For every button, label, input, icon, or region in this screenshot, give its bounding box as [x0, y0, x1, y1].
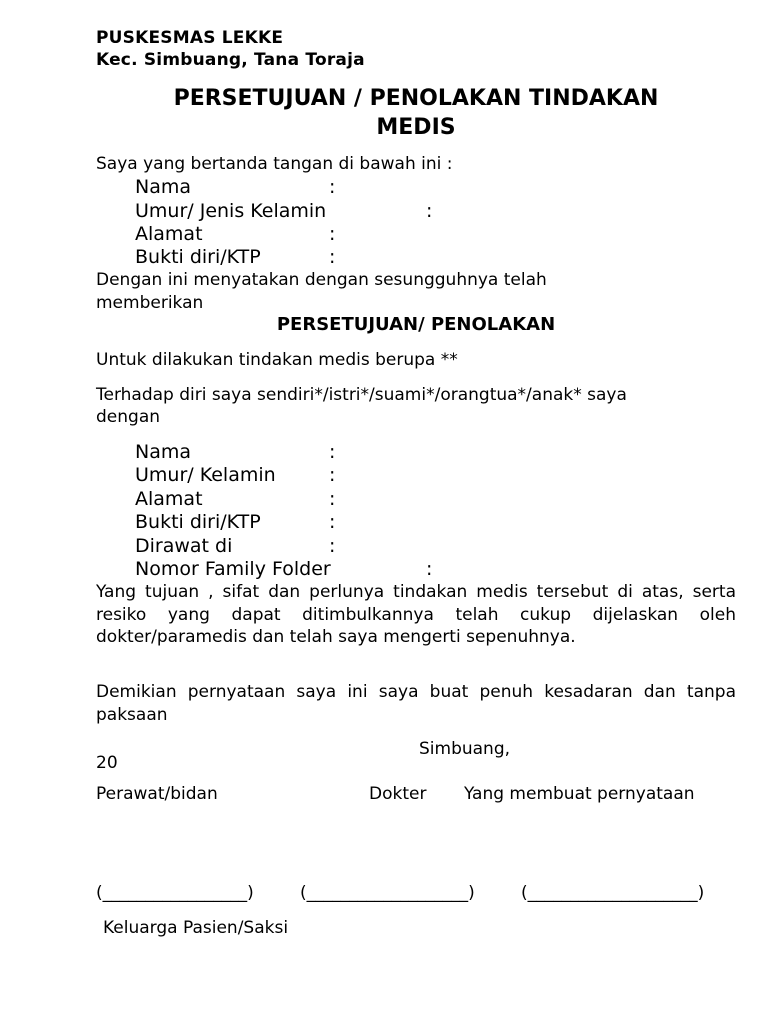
relation-line2: dengan [96, 407, 161, 427]
year-text: 20 [96, 753, 118, 773]
nurse-signature-line: (_________________) [96, 883, 254, 903]
family-folder-colon: : [426, 558, 433, 580]
signer-id-colon: : [329, 246, 336, 268]
patient-id-label: Bukti diri/KTP [135, 511, 261, 533]
signer-address-colon: : [329, 223, 336, 245]
clinic-name: PUSKESMAS LEKKE [96, 28, 284, 48]
signer-name-label: Nama [135, 176, 192, 198]
signer-age-gender-label: Umur/ Jenis Kelamin [135, 200, 327, 222]
signer-age-gender-colon: : [426, 200, 433, 222]
procedure-text: Untuk dilakukan tindakan medis berupa ** [96, 350, 458, 370]
patient-address-label: Alamat [135, 488, 203, 510]
clinic-location: Kec. Simbuang, Tana Toraja [96, 50, 365, 70]
patient-id-colon: : [329, 511, 336, 533]
consent-refusal-heading: PERSETUJUAN/ PENOLAKAN [276, 314, 556, 335]
patient-age-gender-colon: : [329, 464, 336, 486]
patient-age-gender-label: Umur/ Kelamin [135, 464, 276, 486]
statement-line1: Dengan ini menyatakan dengan sesungguhnya telah [96, 270, 547, 290]
explanation-paragraph: Yang tujuan , sifat dan perlunya tindakan medis tersebut di atas, serta resiko yang dapat ditimbulkannya telah cukup dijelaskan oleh dokter/paramedis dan telah saya mengerti sepenuhnya. [96, 582, 736, 647]
relation-line1: Terhadap diri saya sendiri*/istri*/suami*/orangtua*/anak* saya [96, 385, 627, 405]
declarant-signature-line: (____________________) [521, 883, 705, 903]
patient-ward-colon: : [329, 535, 336, 557]
intro-text: Saya yang bertanda tangan di bawah ini : [96, 154, 453, 174]
patient-name-label: Nama [135, 441, 192, 463]
document-title-line1: PERSETUJUAN / PENOLAKAN TINDAKAN [173, 86, 659, 111]
document-title-line2: MEDIS [376, 115, 456, 140]
nurse-label: Perawat/bidan [96, 784, 218, 804]
patient-name-colon: : [329, 441, 336, 463]
signer-name-colon: : [329, 176, 336, 198]
patient-address-colon: : [329, 488, 336, 510]
place-text: Simbuang, [419, 739, 511, 759]
statement-line2: memberikan [96, 293, 204, 313]
witness-label: Keluarga Pasien/Saksi [103, 918, 289, 938]
family-folder-label: Nomor Family Folder [135, 558, 331, 580]
signer-address-label: Alamat [135, 223, 203, 245]
doctor-label: Dokter [369, 784, 427, 804]
signer-id-label: Bukti diri/KTP [135, 246, 261, 268]
doctor-signature-line: (___________________) [300, 883, 475, 903]
declaration-paragraph: Demikian pernyataan saya ini saya buat penuh kesadaran dan tanpa paksaan [96, 682, 736, 725]
patient-ward-label: Dirawat di [135, 535, 233, 557]
declarant-label: Yang membuat pernyataan [464, 784, 695, 804]
